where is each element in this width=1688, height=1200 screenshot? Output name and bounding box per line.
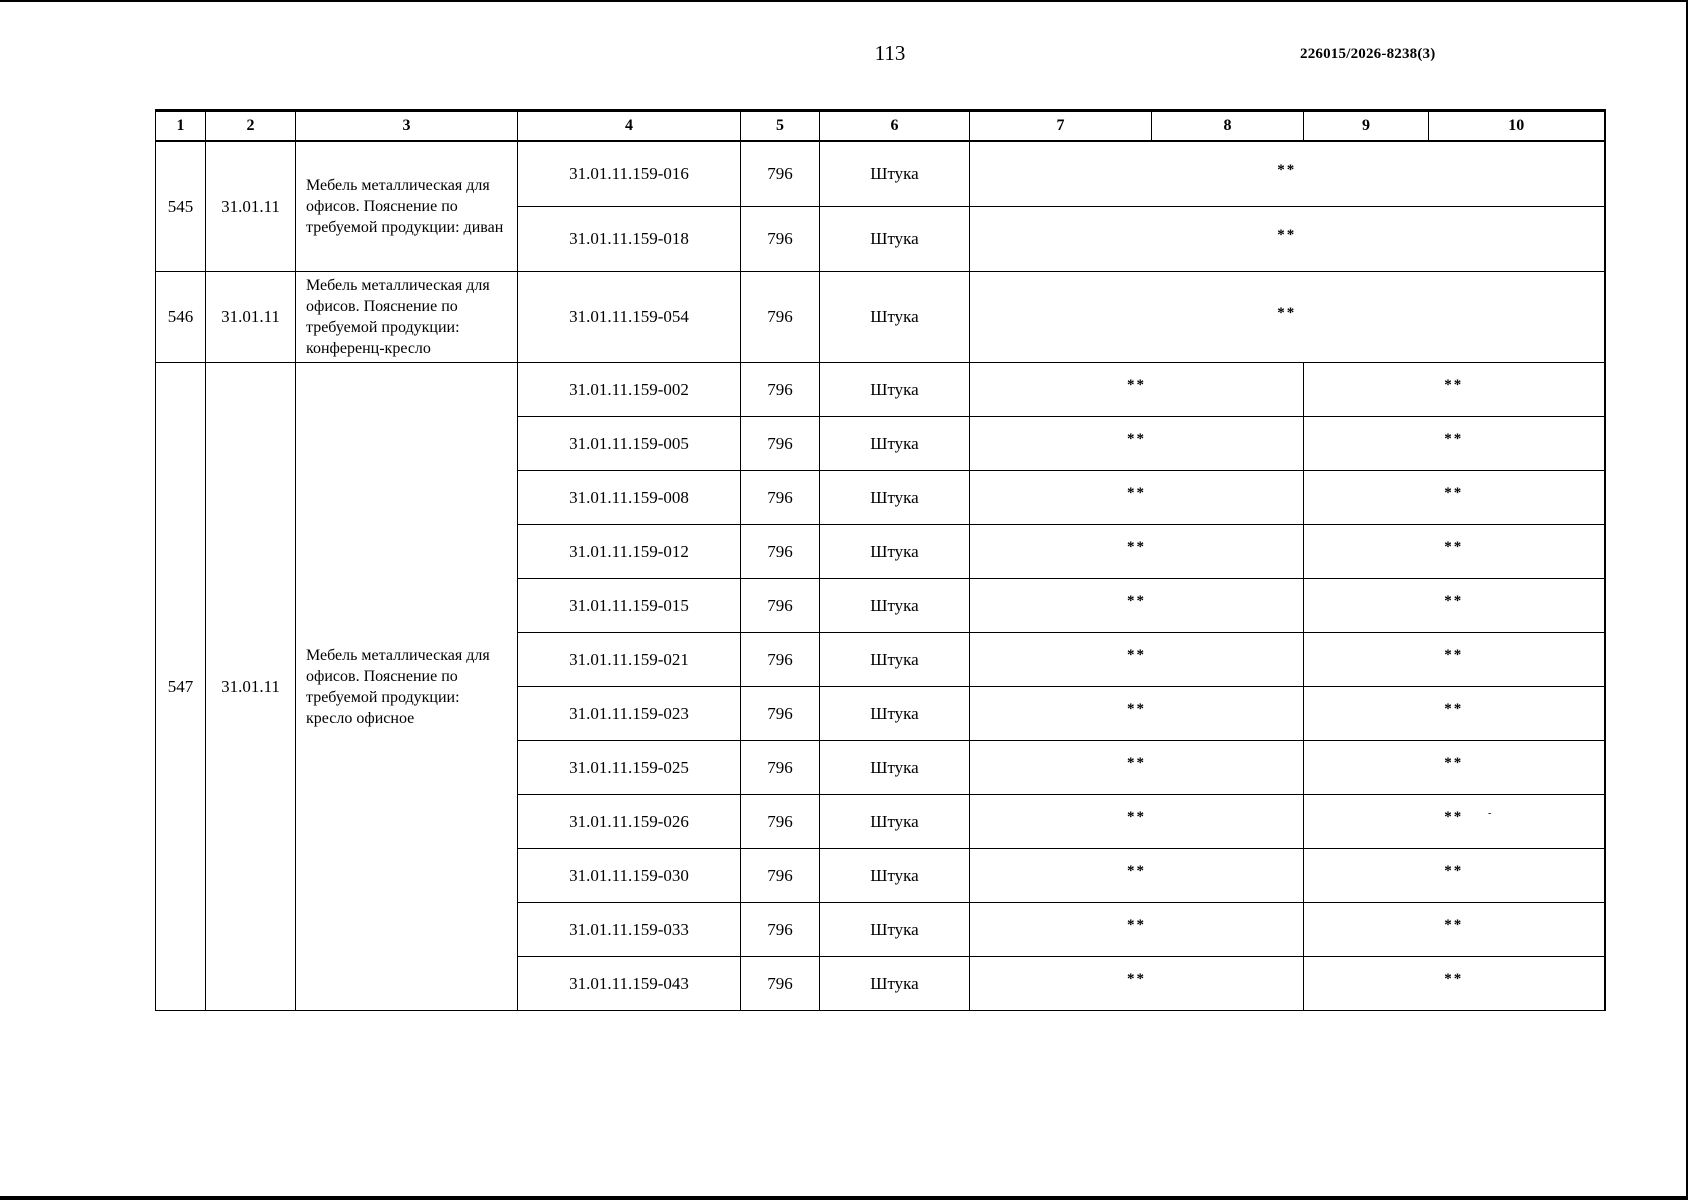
okpd-code: 31.01.11 [206,272,296,363]
unit-name: Штука [820,141,970,207]
value-cell: ** [970,272,1605,363]
ktru-code: 31.01.11.159-018 [518,207,741,272]
page-number: 113 [874,41,906,65]
value-cell-7-8: ** [970,849,1304,903]
document-code: 226015/2026-8238(3) [1300,46,1436,62]
okpd-code: 31.01.11 [206,363,296,1011]
ktru-code: 31.01.11.159-026 [518,795,741,849]
ktru-code: 31.01.11.159-002 [518,363,741,417]
okei-code: 796 [741,741,820,795]
okei-code: 796 [741,849,820,903]
ktru-code: 31.01.11.159-008 [518,471,741,525]
data-table [155,109,1606,1011]
value-cell-7-8: ** [970,525,1304,579]
value-cell-9-10: ** [1304,849,1605,903]
unit-name: Штука [820,903,970,957]
okei-code: 796 [741,207,820,272]
okei-code: 796 [741,687,820,741]
column-header: 8 [1152,111,1304,142]
unit-name: Штука [820,741,970,795]
value-cell-9-10: ** [1304,633,1605,687]
okei-code: 796 [741,471,820,525]
scan-speck: - [1488,808,1492,819]
column-header: 6 [820,111,970,142]
okpd-code: 31.01.11 [206,141,296,272]
scan-frame-bottom [0,1196,1688,1200]
value-cell-7-8: ** [970,579,1304,633]
value-cell-9-10: ** [1304,525,1605,579]
unit-name: Штука [820,849,970,903]
column-header: 5 [741,111,820,142]
value-cell-9-10: ** [1304,903,1605,957]
ktru-code: 31.01.11.159-005 [518,417,741,471]
item-description: Мебель металлическая для офисов. Пояснение по требуемой продукции: конференц-кресло [296,272,518,363]
okei-code: 796 [741,579,820,633]
unit-name: Штука [820,207,970,272]
value-cell-9-10: ** [1304,579,1605,633]
header-row [156,111,1605,142]
value-cell-9-10: ** [1304,741,1605,795]
okei-code: 796 [741,633,820,687]
okei-code: 796 [741,795,820,849]
table-row [156,272,1605,363]
value-cell-9-10: ** [1304,471,1605,525]
unit-name: Штука [820,272,970,363]
okei-code: 796 [741,525,820,579]
value-cell-7-8: ** [970,363,1304,417]
okei-code: 796 [741,957,820,1011]
ktru-code: 31.01.11.159-033 [518,903,741,957]
column-header: 2 [206,111,296,142]
unit-name: Штука [820,633,970,687]
unit-name: Штука [820,417,970,471]
table-row [156,141,1605,207]
value-cell-9-10: ** [1304,957,1605,1011]
value-cell-7-8: ** [970,795,1304,849]
column-header: 10 [1429,111,1605,142]
item-description: Мебель металлическая для офисов. Пояснение по требуемой продукции: кресло офисное [296,363,518,1011]
okei-code: 796 [741,272,820,363]
scan-frame-top [0,0,1688,2]
value-cell: ** [970,141,1605,207]
okei-code: 796 [741,363,820,417]
item-description: Мебель металлическая для офисов. Пояснение по требуемой продукции: диван [296,141,518,272]
column-header: 9 [1304,111,1429,142]
value-cell-7-8: ** [970,741,1304,795]
ktru-code: 31.01.11.159-054 [518,272,741,363]
column-header: 1 [156,111,206,142]
value-cell-9-10: ** [1304,795,1605,849]
value-cell-7-8: ** [970,957,1304,1011]
column-header: 4 [518,111,741,142]
unit-name: Штука [820,525,970,579]
okei-code: 796 [741,417,820,471]
value-cell-7-8: ** [970,633,1304,687]
unit-name: Штука [820,579,970,633]
unit-name: Штука [820,957,970,1011]
value-cell-7-8: ** [970,471,1304,525]
ktru-code: 31.01.11.159-030 [518,849,741,903]
ktru-code: 31.01.11.159-021 [518,633,741,687]
item-number: 546 [156,272,206,363]
table-row [156,363,1605,417]
value-cell: ** [970,207,1605,272]
ktru-code: 31.01.11.159-043 [518,957,741,1011]
ktru-code: 31.01.11.159-023 [518,687,741,741]
ktru-code: 31.01.11.159-025 [518,741,741,795]
value-cell-7-8: ** [970,903,1304,957]
okei-code: 796 [741,141,820,207]
ktru-code: 31.01.11.159-016 [518,141,741,207]
item-number: 545 [156,141,206,272]
value-cell-9-10: ** [1304,363,1605,417]
column-header: 7 [970,111,1152,142]
value-cell-7-8: ** [970,687,1304,741]
value-cell-9-10: ** [1304,687,1605,741]
ktru-code: 31.01.11.159-012 [518,525,741,579]
unit-name: Штука [820,363,970,417]
unit-name: Штука [820,687,970,741]
ktru-code: 31.01.11.159-015 [518,579,741,633]
column-header: 3 [296,111,518,142]
value-cell-7-8: ** [970,417,1304,471]
unit-name: Штука [820,471,970,525]
item-number: 547 [156,363,206,1011]
unit-name: Штука [820,795,970,849]
value-cell-9-10: ** [1304,417,1605,471]
okei-code: 796 [741,903,820,957]
